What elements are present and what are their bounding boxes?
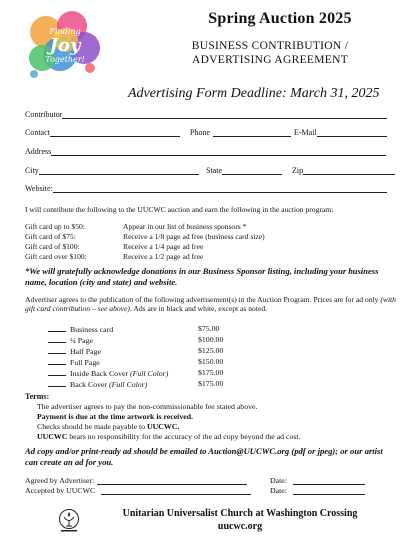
city-line[interactable] <box>39 166 199 175</box>
ad-option-row[interactable] <box>48 368 223 379</box>
advertiser-date-label: Date: <box>270 476 287 485</box>
ad-price: $150.00 <box>198 357 224 366</box>
email-field[interactable] <box>294 128 387 137</box>
website-label: Website: <box>25 184 53 193</box>
gift-row <box>25 252 265 262</box>
address-field[interactable] <box>25 147 386 156</box>
uucwc-date-field[interactable] <box>270 486 365 495</box>
gift-row <box>25 242 265 252</box>
website-field[interactable] <box>25 184 387 193</box>
uucwc-date-label: Date: <box>270 486 287 495</box>
church-name: Unitarian Universalist Church at Washington Crossing <box>122 508 358 519</box>
term-4-org: UUCWC <box>37 432 68 441</box>
gift-level: Gift card of $75: <box>25 232 76 241</box>
term-2: Payment is due at the time artwork is received. <box>37 412 193 421</box>
logo-line-3: Together! <box>45 55 85 64</box>
phone-label: Phone <box>190 128 210 137</box>
advertiser-date-line[interactable] <box>293 476 365 485</box>
logo-line-1: Finding <box>49 27 81 36</box>
address-line[interactable] <box>51 147 386 156</box>
contributor-line[interactable] <box>62 110 387 119</box>
city-field[interactable] <box>25 166 199 175</box>
gift-benefit: Receive a 1/8 page ad free (business card size) <box>123 232 265 241</box>
ad-option-row[interactable] <box>48 379 223 390</box>
zip-line[interactable] <box>303 166 395 175</box>
agreement-text-part2: (with gift card contribution – see above) <box>25 295 396 314</box>
phone-field[interactable] <box>190 128 291 137</box>
term-3-text: Checks should be made payable to <box>37 422 147 431</box>
advertiser-signature-line[interactable] <box>97 476 247 485</box>
agreement-text-part3: . Ads are in black and white, except as noted. <box>129 304 268 314</box>
ad-checkbox-blank[interactable] <box>48 335 66 343</box>
contributor-label: Contributor <box>25 110 63 119</box>
term-3-payee: UUCWC. <box>147 422 180 431</box>
ad-checkbox-blank[interactable] <box>48 357 66 365</box>
ad-note: (Full Color) <box>108 380 148 389</box>
email-line[interactable] <box>317 128 387 137</box>
advertiser-agreement-text <box>25 295 400 314</box>
gift-level: Gift card over $100: <box>25 252 87 261</box>
logo-text <box>26 10 104 82</box>
gift-level: Gift card up to $50: <box>25 222 85 231</box>
ad-option-row[interactable] <box>48 346 223 357</box>
state-label: State <box>206 166 222 175</box>
gift-benefit: Appear in our list of business sponsors * <box>123 222 247 231</box>
term-1: The advertiser agrees to pay the non-commissionable fee stated above. <box>37 402 258 411</box>
contact-field[interactable] <box>25 128 180 137</box>
ad-options <box>48 324 223 390</box>
contributor-field[interactable] <box>25 110 387 119</box>
ad-name: Half Page <box>70 347 101 356</box>
gift-benefit: Receive a 1/4 page ad free <box>123 242 204 251</box>
subtitle-line-2: ADVERTISING AGREEMENT <box>191 54 349 66</box>
ad-copy-instructions: Ad copy and/or print-ready ad should be emailed to Auction@UUCWC.org (pdf or jpeg); or our artist can create an ad for you. <box>25 446 383 467</box>
gift-level: Gift card of $100: <box>25 242 80 251</box>
ad-price: $75.00 <box>198 324 220 333</box>
ad-note: (Full Color) <box>129 369 169 378</box>
state-line[interactable] <box>222 166 282 175</box>
uucwc-signature-line[interactable] <box>101 486 251 495</box>
phone-line[interactable] <box>213 128 291 137</box>
zip-label: Zip <box>292 166 304 175</box>
church-website-link[interactable]: uucwc.org <box>217 521 263 532</box>
ad-option-row[interactable] <box>48 324 223 335</box>
deadline-heading: Advertising Form Deadline: March 31, 2025 <box>128 86 380 101</box>
ad-option-row[interactable] <box>48 357 223 368</box>
address-label: Address <box>25 147 52 156</box>
advertiser-signature-label: Agreed by Advertiser: <box>25 476 95 485</box>
contribution-intro: I will contribute the following to the UUCWC auction and earn the following in the auction program: <box>25 205 334 214</box>
uucwc-date-line[interactable] <box>293 486 365 495</box>
term-4 <box>37 432 301 442</box>
city-label: City <box>25 166 39 175</box>
ad-price: $100.00 <box>198 335 224 344</box>
agreement-text-part1: Advertiser agrees to the publication of the following advertisement(s) in the Auction Program. Prices are for ad only <box>25 295 381 304</box>
page-title: Spring Auction 2025 <box>208 10 352 27</box>
terms-list <box>37 402 301 442</box>
ad-price: $175.00 <box>198 368 224 377</box>
subtitle-line-1: BUSINESS CONTRIBUTION / <box>191 40 349 52</box>
term-4-text: bears no responsibility for the accuracy of the ad copy beyond the ad cost. <box>67 432 301 441</box>
ad-checkbox-blank[interactable] <box>48 379 66 387</box>
chalice-logo-icon <box>58 508 80 534</box>
state-field[interactable] <box>206 166 282 175</box>
ad-name: Business card <box>70 325 114 334</box>
uucwc-signature-label: Accepted by UUCWC <box>25 486 96 495</box>
contact-label: Contact <box>25 128 50 137</box>
gift-row <box>25 222 265 232</box>
sponsor-acknowledgement: *We will gratefully acknowledge donations in our Business Sponsor listing, including your business name, location (city and state) and website. <box>25 266 379 287</box>
ad-name: Full Page <box>70 358 100 367</box>
ad-price: $175.00 <box>198 379 224 388</box>
ad-checkbox-blank[interactable] <box>48 368 66 376</box>
advertiser-signature-field[interactable] <box>25 476 247 485</box>
zip-field[interactable] <box>292 166 395 175</box>
email-label: E-Mail <box>294 128 317 137</box>
ad-name: Inside Back Cover <box>70 369 130 378</box>
gift-levels <box>25 222 265 262</box>
logo-line-2: Joy <box>49 35 81 56</box>
uucwc-signature-field[interactable] <box>25 486 251 495</box>
website-line[interactable] <box>53 184 387 193</box>
ad-name: ¼ Page <box>70 336 93 345</box>
ad-checkbox-blank[interactable] <box>48 324 66 332</box>
terms-heading: Terms: <box>25 392 50 401</box>
ad-price: $125.00 <box>198 346 224 355</box>
ad-name: Back Cover <box>70 380 109 389</box>
term-3 <box>37 422 301 432</box>
gift-benefit: Receive a 1/2 page ad free <box>123 252 204 261</box>
ad-checkbox-blank[interactable] <box>48 346 66 354</box>
ad-option-row[interactable] <box>48 335 223 346</box>
contact-line[interactable] <box>50 128 180 137</box>
advertiser-date-field[interactable] <box>270 476 365 485</box>
gift-row <box>25 232 265 242</box>
